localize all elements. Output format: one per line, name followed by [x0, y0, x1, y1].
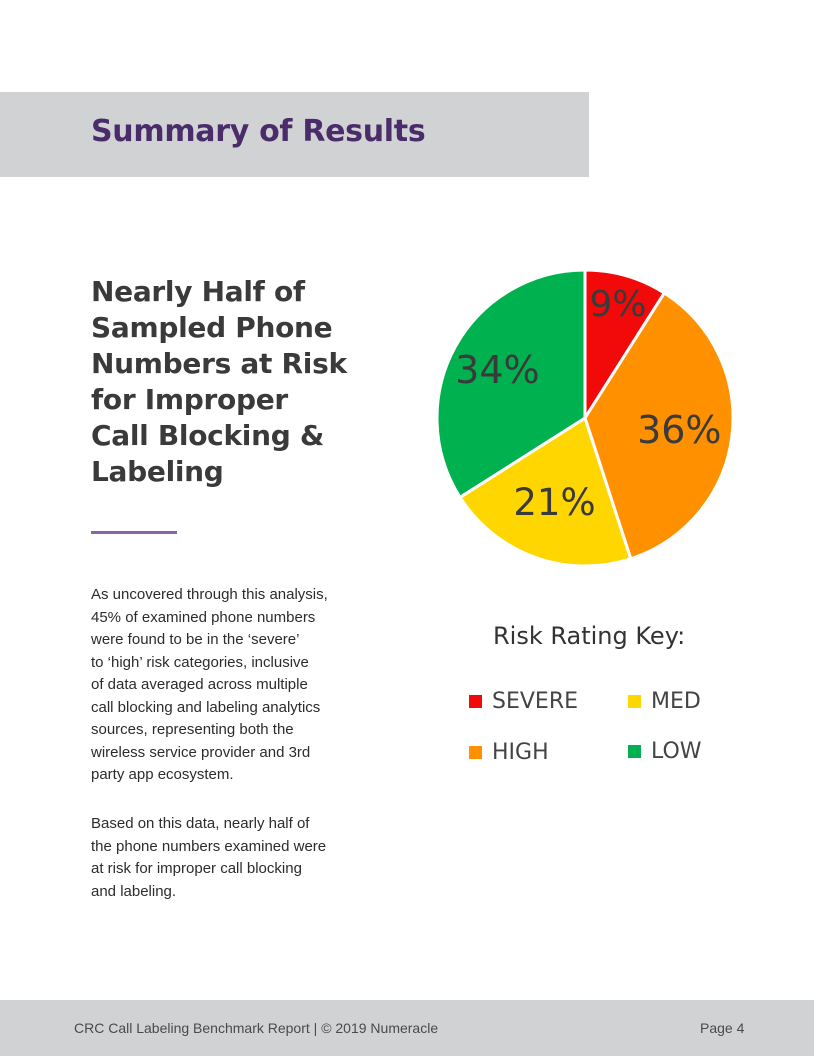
headline-line: Labeling — [91, 455, 224, 488]
pie-label-severe: 9% — [589, 284, 647, 326]
headline-line: Nearly Half of — [91, 275, 305, 308]
risk-pie-chart — [430, 262, 740, 578]
page-number: Page 4 — [700, 1020, 745, 1036]
body-line: party app ecosystem. — [91, 766, 234, 783]
body-line: to ‘high’ risk categories, inclusive — [91, 653, 309, 671]
footer-credit: CRC Call Labeling Benchmark Report | © 2019 Numeracle — [74, 1020, 439, 1036]
body-line: call blocking and labeling analytics — [91, 698, 321, 716]
headline-line: Sampled Phone — [91, 311, 333, 344]
legend-swatch-med — [628, 695, 641, 708]
body-line: and labeling. — [91, 882, 177, 900]
pie-label-low: 34% — [455, 347, 540, 392]
body-line: wireless service provider and 3rd — [91, 743, 311, 761]
body-line: Based on this data, nearly half of — [91, 815, 310, 832]
legend-label: HIGH — [492, 740, 549, 765]
section-title: Summary of Results — [91, 114, 426, 149]
body-line: the phone numbers examined were — [91, 837, 327, 855]
legend-item-med — [628, 689, 701, 714]
legend-item-high — [469, 740, 549, 765]
body-line: of data averaged across multiple — [91, 676, 308, 693]
body-line: were found to be in the ‘severe’ — [91, 631, 300, 648]
body-paragraph-2 — [91, 813, 361, 903]
pie-label-high: 36% — [637, 407, 722, 452]
body-line: 45% of examined phone numbers — [91, 608, 316, 626]
legend-label: LOW — [651, 739, 702, 764]
headline-line: Numbers at Risk — [91, 347, 347, 380]
headline-line: Call Blocking & — [91, 419, 325, 452]
pie-label-med: 21% — [513, 481, 596, 525]
legend-item-low — [628, 739, 702, 764]
legend-swatch-high — [469, 746, 482, 759]
headline-line: for Improper — [91, 383, 288, 416]
headline — [91, 274, 391, 490]
legend-swatch-severe — [469, 695, 482, 708]
legend-label: MED — [651, 689, 701, 714]
body-paragraph-1 — [91, 584, 361, 787]
legend-swatch-low — [628, 745, 641, 758]
legend-label: SEVERE — [492, 689, 579, 714]
legend-title: Risk Rating Key: — [493, 622, 686, 650]
body-line: sources, representing both the — [91, 721, 294, 738]
legend-item-severe — [469, 689, 578, 714]
body-line: As uncovered through this analysis, — [91, 586, 328, 603]
body-line: at risk for improper call blocking — [91, 860, 302, 877]
accent-divider — [91, 531, 177, 534]
